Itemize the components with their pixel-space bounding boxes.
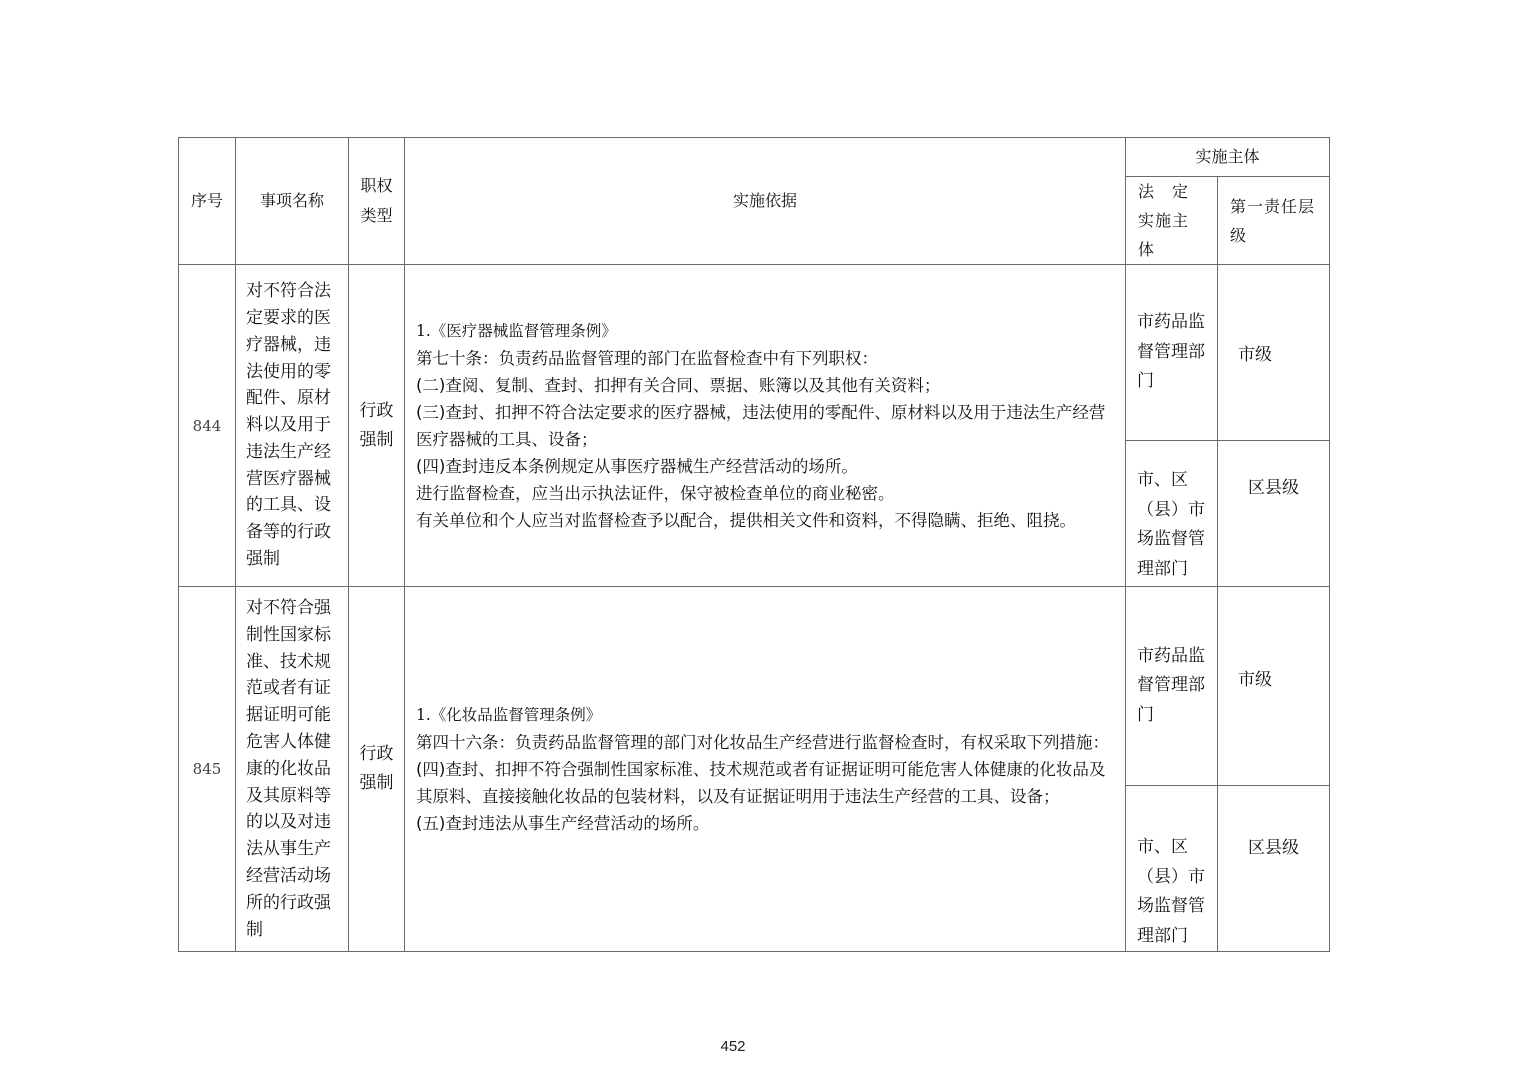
row-seq: 845 xyxy=(179,587,236,952)
header-legal-subject: 法 定实施主体 xyxy=(1126,177,1218,265)
legal-subject-city: 市药品监督管理部门 xyxy=(1126,587,1218,786)
page-number: 452 xyxy=(720,1038,746,1055)
header-first-level: 第一责任层级 xyxy=(1218,177,1330,265)
level-district: 区县级 xyxy=(1218,785,1330,952)
table-row xyxy=(179,265,1330,441)
legal-subject-city: 市药品监督管理部门 xyxy=(1126,265,1218,441)
level-city: 市级 xyxy=(1218,265,1330,441)
basis-law-title: 1.《化妆品监督管理条例》 xyxy=(416,705,602,724)
row-basis xyxy=(405,265,1126,587)
row-seq: 844 xyxy=(179,265,236,587)
basis-line: 有关单位和个人应当对监督检查予以配合，提供相关文件和资料，不得隐瞒、拒绝、阻挠。 xyxy=(416,510,1076,530)
table-row xyxy=(179,587,1330,786)
legal-subject-district: 市、区（县）市场监督管理部门 xyxy=(1126,441,1218,587)
basis-line: (二)查阅、复制、查封、扣押有关合同、票据、账簿以及其他有关资料； xyxy=(416,375,941,395)
header-power-type: 职权类型 xyxy=(349,138,405,265)
legal-subject-district: 市、区（县）市场监督管理部门 xyxy=(1126,785,1218,952)
basis-line: (四)查封违反本条例规定从事医疗器械生产经营活动的场所。 xyxy=(416,456,858,476)
header-seq: 序号 xyxy=(179,138,236,265)
level-district: 区县级 xyxy=(1218,441,1330,587)
row-power-type: 行政强制 xyxy=(349,265,405,587)
row-item-name: 对不符合法定要求的医疗器械，违法使用的零配件、原材料以及用于违法生产经营医疗器械的工具、设备等的行政强制 xyxy=(236,265,349,587)
row-item-name: 对不符合强制性国家标准、技术规范或者有证据证明可能危害人体健康的化妆品及其原料等的以及对违法从事生产经营活动场所的行政强制 xyxy=(236,587,349,952)
power-list-table xyxy=(178,137,1330,952)
header-subject-group: 实施主体 xyxy=(1126,138,1330,177)
header-basis: 实施依据 xyxy=(405,138,1126,265)
basis-line: 第四十六条：负责药品监督管理的部门对化妆品生产经营进行监督检查时，有权采取下列措施： xyxy=(416,732,1109,752)
header-item-name: 事项名称 xyxy=(236,138,349,265)
row-power-type: 行政强制 xyxy=(349,587,405,952)
basis-line: (四)查封、扣押不符合强制性国家标准、技术规范或者有证据证明可能危害人体健康的化妆品及其原料、直接接触化妆品的包装材料，以及有证据证明用于违法生产经营的工具、设备； xyxy=(416,759,1106,806)
basis-line: 进行监督检查，应当出示执法证件，保守被检查单位的商业秘密。 xyxy=(416,483,895,503)
header-row-1 xyxy=(179,138,1330,177)
basis-law-title: 1.《医疗器械监督管理条例》 xyxy=(416,321,617,340)
basis-line: (三)查封、扣押不符合法定要求的医疗器械，违法使用的零配件、原材料以及用于违法生产经营医疗器械的工具、设备； xyxy=(416,402,1106,449)
row-basis xyxy=(405,587,1126,952)
basis-line: 第七十条：负责药品监督管理的部门在监督检查中有下列职权： xyxy=(416,348,878,368)
level-city: 市级 xyxy=(1218,587,1330,786)
basis-line: (五)查封违法从事生产经营活动的场所。 xyxy=(416,813,710,833)
